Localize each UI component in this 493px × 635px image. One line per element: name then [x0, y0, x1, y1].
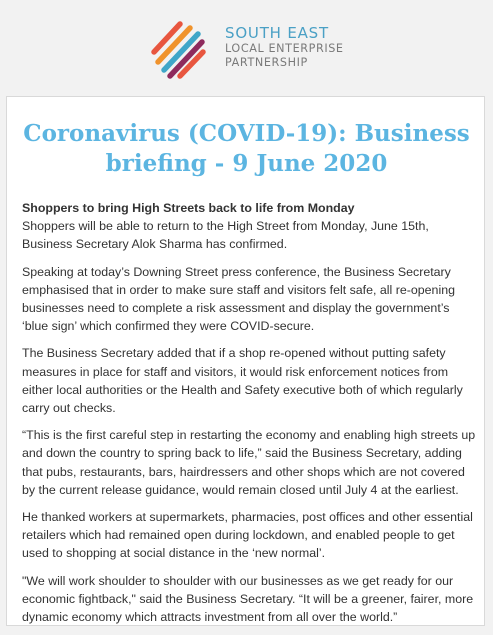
article-card — [6, 96, 485, 626]
article-body — [22, 199, 477, 635]
article-title-line-2: briefing - 9 June 2020 — [105, 150, 388, 177]
paragraph-4: “This is the first careful step in restarting the economy and enabling high streets up and down the country to spring back to life,” said the Business Secretary, adding that pubs, restaurants, bars, hairdressers and other shops which are not covered by the current release guidance, would remain closed until July 4 at the earliest. — [22, 428, 476, 497]
article-title-line-1: Coronavirus (COVID-19): Business — [23, 120, 470, 147]
header — [0, 0, 493, 95]
paragraph-3: The Business Secretary added that if a shop re-opened without putting safety measures in place for staff and visitors, it would risk enforcement notices from either local authorities or the Health and Safety executive both of which regularly carry out checks. — [22, 346, 463, 416]
paragraph-6: "We will work shoulder to shoulder with our businesses as we get ready for our economic fightback," said the Business Secretary. “It will be a greener, fairer, more dynamic economy which attracts investment from all over the world.” — [22, 573, 474, 625]
logo-line-2: LOCAL ENTERPRISE — [225, 42, 344, 55]
article-subheading: Shoppers to bring High Streets back to life from Monday — [22, 201, 355, 215]
logo-text — [225, 24, 344, 70]
paragraph-2: Speaking at today’s Downing Street press conference, the Business Secretary emphasised that in order to make sure staff and visitors felt safe, all re-opening businesses need to complete a risk assessment and display the government’s ‘blue sign’ which confirmed they were COVID-secure. — [22, 264, 455, 334]
stripes-logo-icon — [150, 18, 206, 80]
paragraph-text: Shoppers will be able to return to the High Street from Monday, June 15th, Business Secretary Alok Sharma has confirmed. — [22, 219, 429, 252]
logo-line-1: SOUTH EAST — [225, 24, 329, 42]
paragraph-5: He thanked workers at supermarkets, pharmacies, post offices and other essential retailers which had remained open during lockdown, and enabled people to get used to shopping at social distance in the ‘new normal’. — [22, 510, 473, 561]
paragraph-1 — [22, 199, 477, 254]
article-title — [7, 119, 486, 179]
logo-line-3: PARTNERSHIP — [225, 56, 308, 69]
